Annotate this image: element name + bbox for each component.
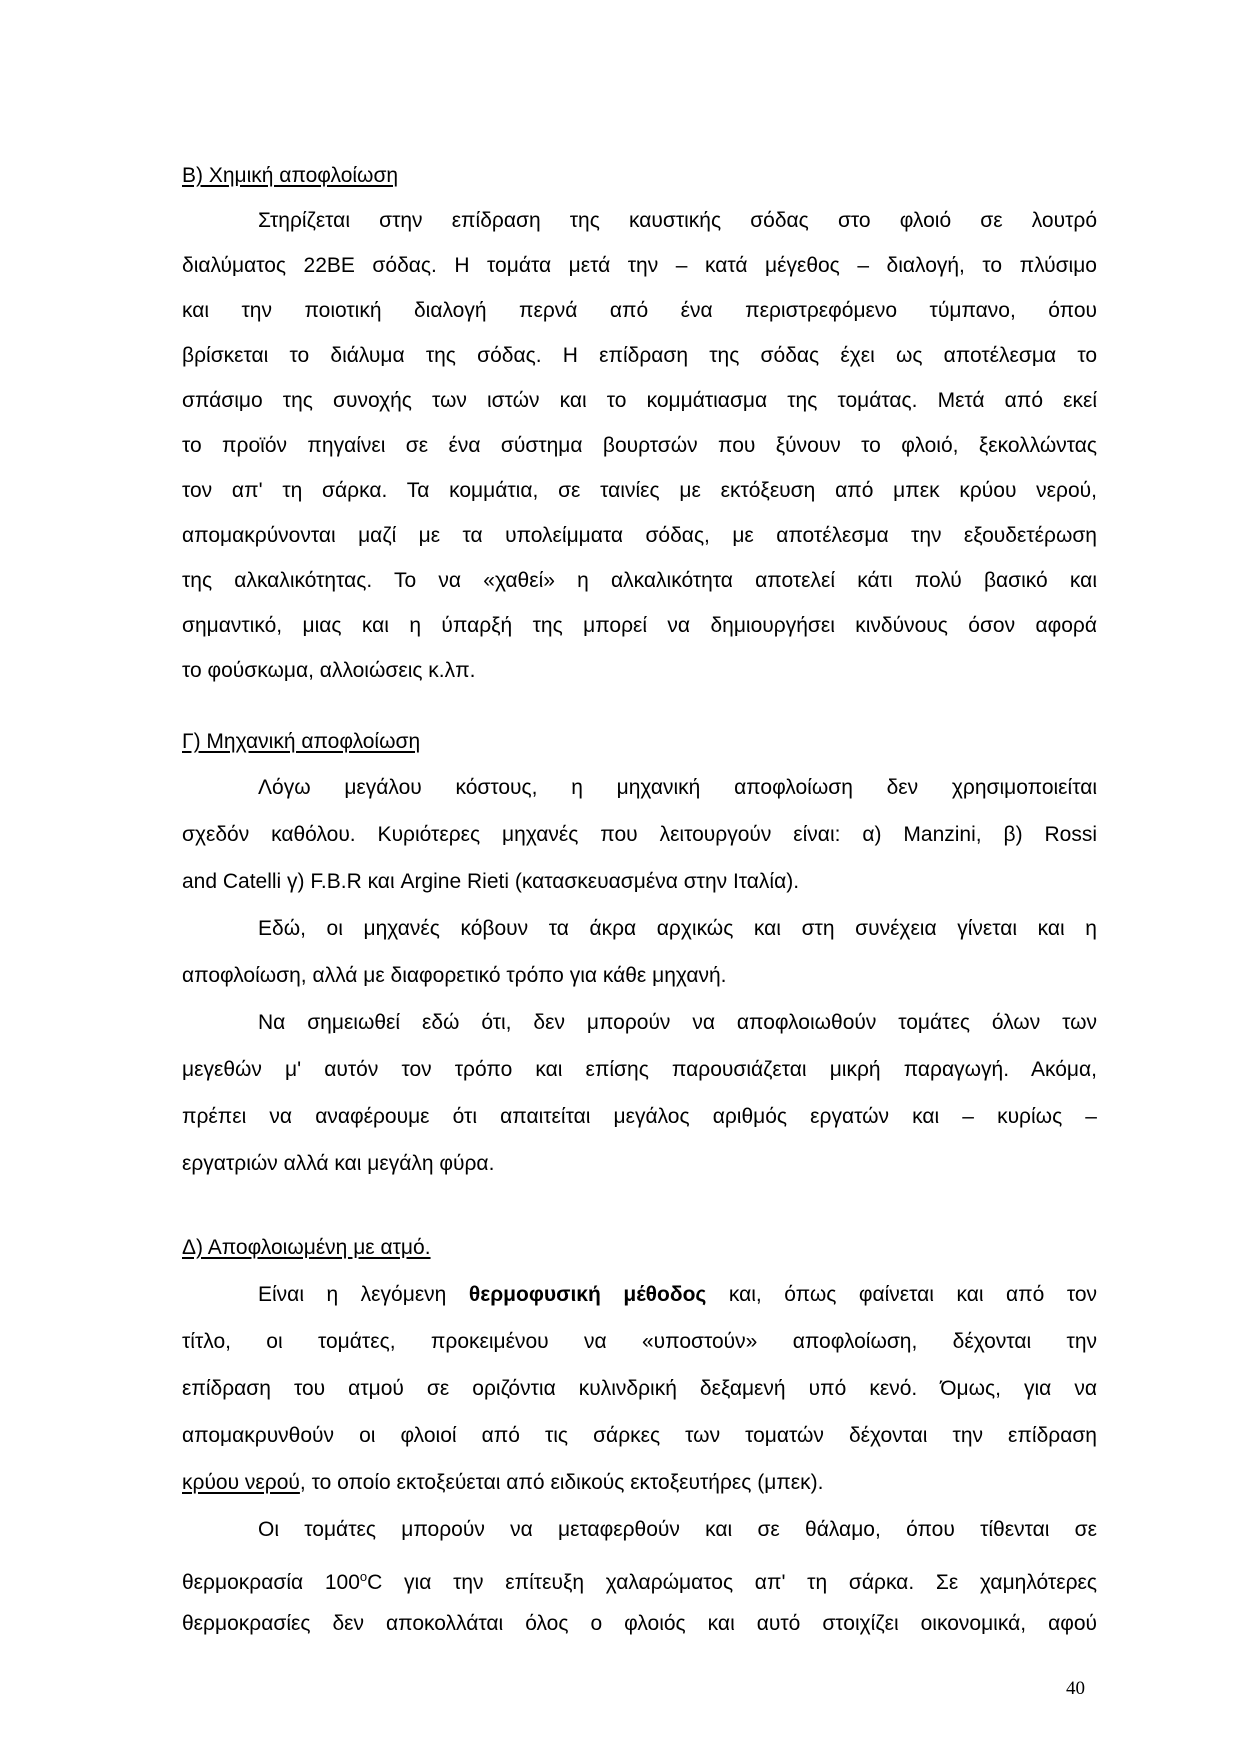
page-number: 40 — [1066, 1678, 1085, 1699]
paragraph-line — [258, 1281, 1097, 1309]
paragraph-line: πρέπει να αναφέρουμε ότι απαιτείται μεγάλος αριθμός εργατών και – κυρίως – — [182, 1105, 1097, 1128]
paragraph-line: βρίσκεται το διάλυμα της σόδας. Η επίδραση της σόδας έχει ως αποτέλεσμα το — [182, 344, 1097, 367]
paragraph-line: Εδώ, οι μηχανές κόβουν τα άκρα αρχικώς και στη συνέχεια γίνεται και η — [258, 917, 1097, 940]
paragraph-line: Στηρίζεται στην επίδραση της καυστικής σόδας στο φλοιό σε λουτρό — [258, 209, 1097, 232]
paragraph-line: το φούσκωμα, αλλοιώσεις κ.λπ. — [182, 659, 476, 682]
paragraph-line: σπάσιμο της συνοχής των ιστών και το κομμάτιασμα της τομάτας. Μετά από εκεί — [182, 389, 1097, 412]
paragraph-line: Λόγω μεγάλου κόστους, η μηχανική αποφλοίωση δεν χρησιμοποιείται — [258, 776, 1097, 799]
underlined-term-cold-water: κρύου νερού — [182, 1471, 300, 1494]
section-heading-mechanical-peeling: Γ) Μηχανική αποφλοίωση — [182, 730, 421, 753]
text-run: θερμοκρασία 100 — [182, 1571, 360, 1594]
paragraph-line: απομακρύνονται μαζί με τα υπολείμματα σόδας, με αποτέλεσμα την εξουδετέρωση — [182, 524, 1097, 547]
paragraph-line: επίδραση του ατμού σε οριζόντια κυλινδρική δεξαμενή υπό κενό. Όμως, για να — [182, 1377, 1097, 1400]
paragraph-line: σχεδόν καθόλου. Κυριότερες μηχανές που λειτουργούν είναι: α) Manzini, β) Rossi — [182, 823, 1097, 846]
text-run: C για την επίτευξη χαλαρώματος απ' τη σάρκα. Σε χαμηλότερες — [367, 1571, 1098, 1594]
section-heading-chemical-peeling: Β) Χημική αποφλοίωση — [182, 164, 399, 187]
paragraph-line: μεγεθών μ' αυτόν τον τρόπο και επίσης παρουσιάζεται μικρή παραγωγή. Ακόμα, — [182, 1058, 1097, 1081]
paragraph-line: τον απ' τη σάρκα. Τα κομμάτια, σε ταινίες με εκτόξευση από μπεκ κρύου νερού, — [182, 479, 1097, 502]
bold-term-thermophysical-method: θερμοφυσική μέθοδος — [468, 1283, 707, 1306]
paragraph-line: Οι τομάτες μπορούν να μεταφερθούν και σε θάλαμο, όπου τίθενται σε — [258, 1518, 1097, 1541]
paragraph-line: το προϊόν πηγαίνει σε ένα σύστημα βουρτσών που ξύνουν το φλοιό, ξεκολλώντας — [182, 434, 1097, 457]
text-run: Είναι η λεγόμενη — [258, 1283, 469, 1306]
paragraph-line — [182, 1563, 1097, 1597]
paragraph-line: και την ποιοτική διαλογή περνά από ένα περιστρεφόμενο τύμπανο, όπου — [182, 299, 1097, 322]
text-run: , το οποίο εκτοξεύεται από ειδικούς εκτοξευτήρες (μπεκ). — [299, 1471, 824, 1494]
paragraph-line: απομακρυνθούν οι φλοιοί από τις σάρκες των τοματών δέχονται την επίδραση — [182, 1424, 1097, 1447]
paragraph-line: της αλκαλικότητας. Το να «χαθεί» η αλκαλικότητα αποτελεί κάτι πολύ βασικό και — [182, 569, 1097, 592]
paragraph-line: and Catelli γ) F.B.R και Argine Rieti (κατασκευασμένα στην Ιταλία). — [182, 870, 800, 893]
paragraph-line: θερμοκρασίες δεν αποκολλάται όλος ο φλοιός και αυτό στοιχίζει οικονομικά, αφού — [182, 1612, 1097, 1635]
paragraph-line: διαλύματος 22ΒΕ σόδας. Η τομάτα μετά την – κατά μέγεθος – διαλογή, το πλύσιμο — [182, 254, 1097, 277]
paragraph-line: εργατριών αλλά και μεγάλη φύρα. — [182, 1152, 495, 1175]
text-run: και, όπως φαίνεται και από τον — [706, 1283, 1097, 1306]
paragraph-line: σημαντικό, μιας και η ύπαρξή της μπορεί να δημιουργήσει κινδύνους όσον αφορά — [182, 614, 1097, 637]
paragraph-line: τίτλο, οι τομάτες, προκειμένου να «υποστούν» αποφλοίωση, δέχονται την — [182, 1330, 1097, 1353]
degree-superscript: ο — [359, 1569, 368, 1584]
paragraph-line: Να σημειωθεί εδώ ότι, δεν μπορούν να αποφλοιωθούν τομάτες όλων των — [258, 1011, 1097, 1034]
paragraph-line — [182, 1469, 1097, 1497]
section-heading-steam-peeling: Δ) Αποφλοιωμένη με ατμό. — [182, 1236, 431, 1259]
paragraph-line: αποφλοίωση, αλλά με διαφορετικό τρόπο για κάθε μηχανή. — [182, 964, 727, 987]
